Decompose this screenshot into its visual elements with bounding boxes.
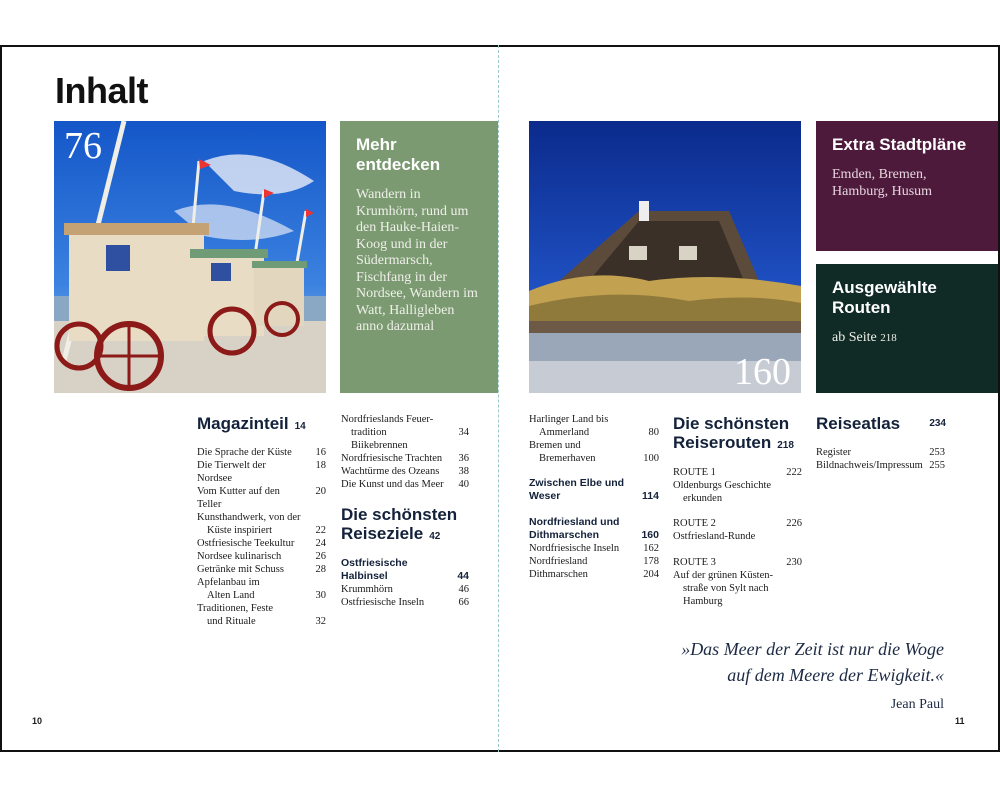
toc-entry-continued[interactable]: Küste inspiriert 22 xyxy=(207,525,326,536)
ausgewaehlte-routen-page: 218 xyxy=(880,332,897,344)
reiserouten-title: Die schönsten Reiserouten xyxy=(673,414,790,452)
photo-thatched-house xyxy=(529,121,801,393)
toc-entry[interactable]: Nordfriesische Trachten 36 xyxy=(341,453,469,464)
toc-entry[interactable]: Traditionen, Feste xyxy=(197,603,274,614)
toc-entry[interactable]: Dithmarschen 204 xyxy=(529,569,659,580)
zwischen-elbe-weser xyxy=(529,477,659,503)
route-page: 222 xyxy=(786,467,802,478)
region-heading[interactable]: Zwischen Elbe und Weser 114 xyxy=(529,477,659,502)
mehr-entdecken-box xyxy=(340,121,498,393)
quote-line-2: auf dem Meere der Ewigkeit.« xyxy=(727,665,944,685)
photo-beach-carts xyxy=(54,121,326,393)
toc-entry[interactable]: Bremen und xyxy=(529,440,581,451)
toc-entry-continued[interactable]: Bremerhaven 100 xyxy=(539,453,659,464)
mehr-entdecken-title: Mehr entdecken xyxy=(356,135,441,174)
magazinteil-page: 14 xyxy=(294,421,306,432)
reiseatlas-heading xyxy=(816,414,946,433)
region-heading[interactable]: Nordfriesland und Dithmarschen 160 xyxy=(529,516,659,541)
toc-entry[interactable]: Harlinger Land bis xyxy=(529,414,609,425)
ausgewaehlte-routen-text: ab Seite xyxy=(832,330,877,345)
route-2[interactable]: ROUTE 2 226 Ostfriesland-Runde xyxy=(673,518,802,542)
ausgewaehlte-routen-box xyxy=(816,264,998,393)
page-number-right: 11 xyxy=(955,716,965,726)
magazinteil-heading xyxy=(197,414,327,436)
quote-author: Jean Paul xyxy=(890,697,944,712)
toc-entry[interactable]: Kunsthandwerk, von der xyxy=(197,512,301,523)
toc-entry[interactable]: Apfelanbau im xyxy=(197,577,260,588)
reiserouten-heading xyxy=(673,414,808,455)
ostfriesische-list xyxy=(341,557,469,609)
quote-line-1: »Das Meer der Zeit ist nur die Woge xyxy=(681,639,944,659)
toc-entry[interactable]: Nordsee kulinarisch 26 xyxy=(197,551,326,562)
route-page: 230 xyxy=(786,557,802,568)
mehr-entdecken-text: Wandern in Krumhörn, rund um den Hauke-Haien-Koog und in der Südermarsch, Fischfang in der Nordsee, Wandern im Watt, Halligleben anno dazumal xyxy=(356,187,478,334)
toc-entry[interactable]: Ostfriesische Teekultur 24 xyxy=(197,538,326,549)
magazinteil-list xyxy=(197,446,326,628)
reiseziele-title: Die schönsten Reiseziele xyxy=(341,505,458,543)
toc-entry[interactable]: Getränke mit Schuss 28 xyxy=(197,564,326,575)
toc-entry-continued[interactable]: Alten Land 30 xyxy=(207,590,326,601)
toc-entry[interactable]: Register 253 xyxy=(816,447,945,458)
photo-page-number: 76 xyxy=(64,125,102,167)
extra-stadtplaene-box xyxy=(816,121,998,251)
toc-entry[interactable]: Die Sprache der Küste 16 xyxy=(197,447,326,458)
toc-entry-continued[interactable]: und Rituale 32 xyxy=(207,616,326,627)
toc-entry[interactable]: Krummhörn 46 xyxy=(341,584,469,595)
extra-stadtplaene-text: Emden, Bremen, Hamburg, Husum xyxy=(832,167,933,199)
toc-entry[interactable]: Die Tierwelt der Nordsee 18 xyxy=(197,460,326,484)
route-1[interactable]: ROUTE 1 222 Oldenburgs Geschichte erkunden xyxy=(673,467,802,504)
toc-entry-continued[interactable]: Ammerland 80 xyxy=(539,427,659,438)
toc-entry[interactable]: Nordfriesische Inseln 162 xyxy=(529,543,659,554)
route-page: 226 xyxy=(786,518,802,529)
magazinteil-title: Magazinteil xyxy=(197,414,289,433)
extra-stadtplaene-title: Extra Stadtpläne xyxy=(832,135,967,154)
toc-entry[interactable]: Bildnachweis/Impressum 255 xyxy=(816,460,945,471)
page-fold xyxy=(498,45,499,752)
toc-entry[interactable]: Nordfriesland 178 xyxy=(529,556,659,567)
toc-entry-continued[interactable]: tradition Biikebrennen 34 xyxy=(351,427,469,451)
toc-entry[interactable]: Nordfrieslands Feuer- xyxy=(341,414,434,425)
route-3[interactable]: ROUTE 3 230 Auf der grünen Küsten- straße von Sylt nach Hamburg xyxy=(673,557,802,607)
toc-entry[interactable]: Die Kunst und das Meer 40 xyxy=(341,479,469,490)
quote-block xyxy=(681,636,944,718)
route-label: ROUTE 3 xyxy=(673,557,716,568)
route-label: ROUTE 1 xyxy=(673,467,716,478)
ausgewaehlte-routen-title: Ausgewählte Routen xyxy=(832,278,937,317)
reiseatlas-title: Reiseatlas xyxy=(816,414,901,433)
reiseziele-list xyxy=(529,413,659,465)
toc-entry[interactable]: Wachtürme des Ozeans 38 xyxy=(341,466,469,477)
photo-page-number: 160 xyxy=(734,351,791,393)
region-heading[interactable]: Ostfriesische Halbinsel 44 xyxy=(341,557,469,582)
toc-entry[interactable]: Vom Kutter auf den Teller 20 xyxy=(197,486,326,510)
magazinteil-list-continued xyxy=(341,413,469,491)
page-title: Inhalt xyxy=(55,70,148,111)
page-number-left: 10 xyxy=(32,716,43,726)
toc-entry[interactable]: Ostfriesische Inseln 66 xyxy=(341,597,469,608)
reiseziele-heading xyxy=(341,505,476,546)
reiseatlas-page: 234 xyxy=(929,418,946,429)
route-label: ROUTE 2 xyxy=(673,518,716,529)
nordfriesland-list xyxy=(529,516,659,581)
reiseatlas-list xyxy=(816,446,945,472)
reiseziele-page: 42 xyxy=(429,531,441,542)
reiserouten-page: 218 xyxy=(777,440,794,451)
